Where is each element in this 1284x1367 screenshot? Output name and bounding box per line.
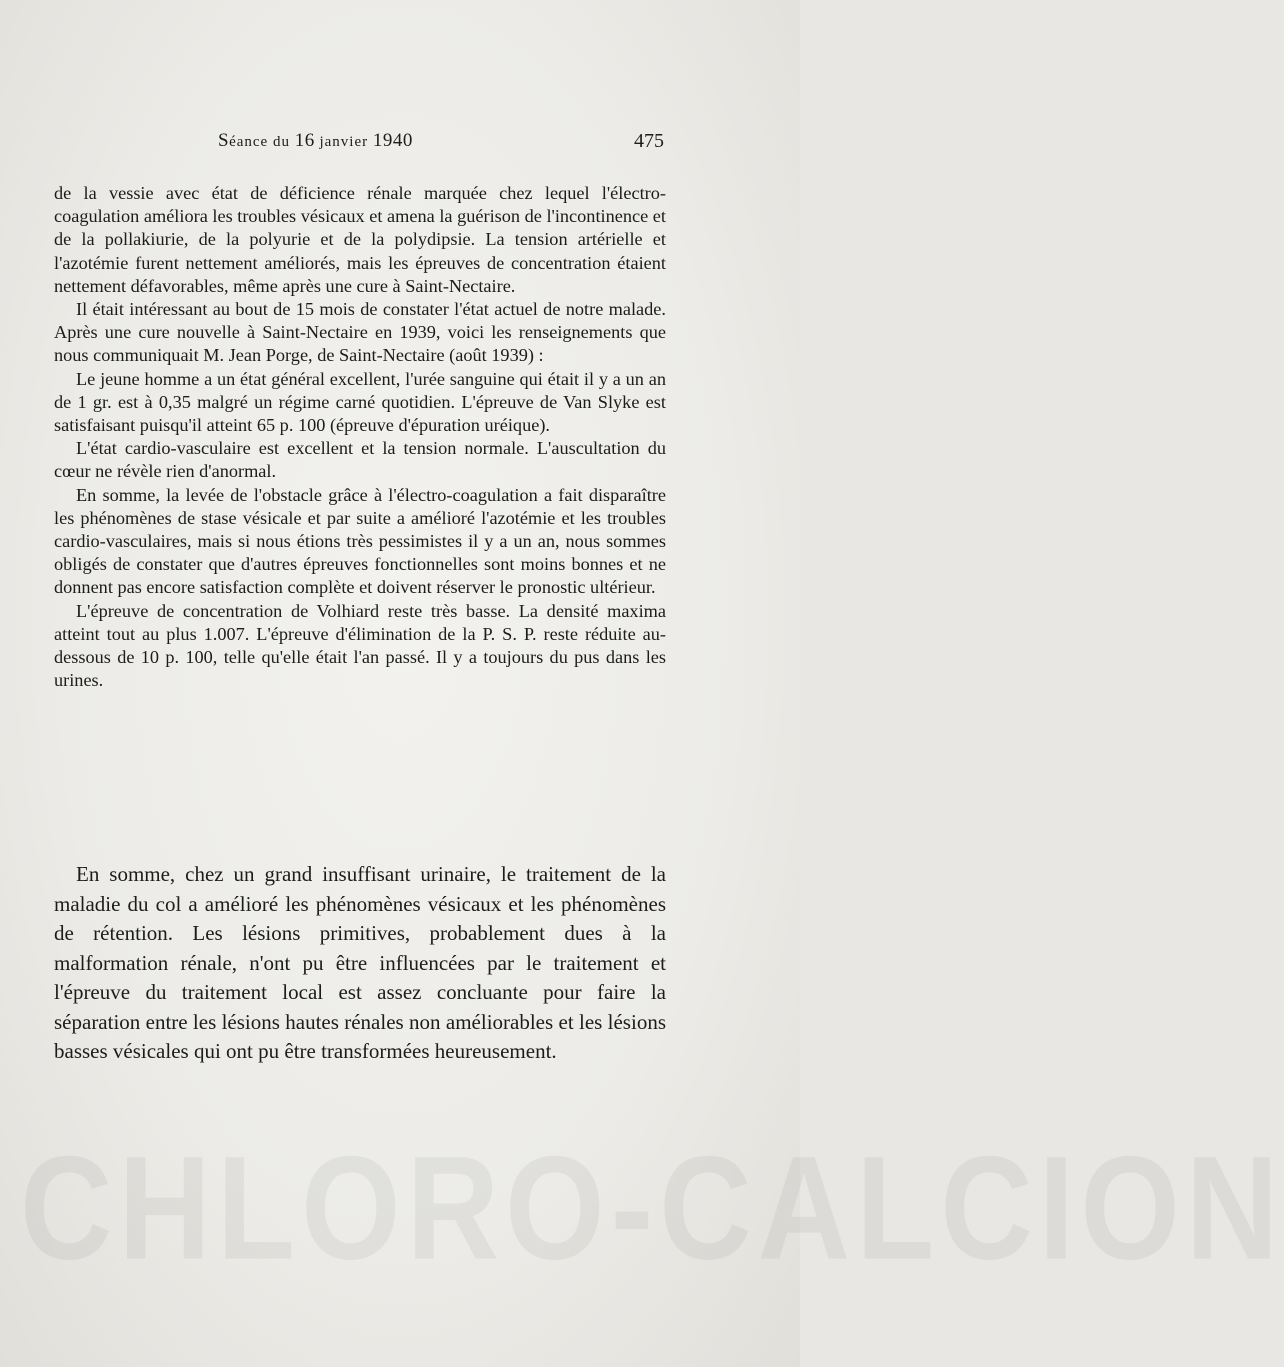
show-through-advert-text: CHLORO-CALCION bbox=[20, 1126, 1284, 1291]
running-header bbox=[72, 130, 664, 158]
paragraph-2: Il était intéressant au bout de 15 mois de constater l'état actuel de notre malade. Après une cure nouvelle à Saint-Nectaire en 1939, voici les renseignements que nous communiquait M. Jean Porge, de Saint-Nectaire (août 1939) : bbox=[54, 299, 666, 366]
case-report-text bbox=[54, 182, 666, 692]
title-month: janvier bbox=[314, 134, 373, 150]
title-first-word: éance du bbox=[229, 134, 295, 150]
title-year: 1940 bbox=[372, 130, 413, 151]
paragraph-3: Le jeune homme a un état général excellent, l'urée sanguine qui était il y a un an de 1 gr. est à 0,35 malgré un régime carné quotidien. L'épreuve de Van Slyke est satisfaisant puisqu'il atteint 65 p. 100 (épreuve d'épuration uréique). bbox=[54, 368, 666, 436]
title-day: 16 bbox=[294, 130, 315, 151]
conclusion-section bbox=[54, 860, 666, 1067]
title-prefix: S bbox=[218, 130, 230, 151]
running-title bbox=[218, 130, 413, 152]
paragraph-4: L'état cardio-vasculaire est excellent et la tension normale. L'auscultation du cœur ne révèle rien d'anormal. bbox=[54, 438, 666, 482]
paragraph-6: L'épreuve de concentration de Volhiard reste très basse. La densité maxima atteint tout au plus 1.007. L'épreuve d'élimination de la P. S. P. reste réduite au-dessous de 10 p. 100, telle qu'elle était l'an passé. Il y a toujours du pus dans les urines. bbox=[54, 600, 666, 691]
paragraph-5: En somme, la levée de l'obstacle grâce à l'électro-coagulation a fait disparaître les phénomènes de stase vésicale et par suite a amélioré l'azotémie et les troubles cardio-vasculaires, mais si nous étions très pessimistes il y a un an, nous sommes obligés de constater que d'autres épreuves fonctionnelles sont moins bonnes et ne donnent pas encore satisfaction complète et doivent réserver le pronostic ultérieur. bbox=[54, 484, 666, 598]
page-number: 475 bbox=[634, 130, 664, 152]
conclusion-paragraph: En somme, chez un grand insuffisant urinaire, le traitement de la maladie du col a amélioré les phénomènes vésicaux et les phénomènes de rétention. Les lésions primitives, probablement dues à la malformation rénale, n'ont pu être influencées par le traitement et l'épreuve du traitement local est assez concluante pour faire la séparation entre les lésions hautes rénales non améliorables et les lésions basses vésicales qui ont pu être transformées heureusement. bbox=[54, 862, 666, 1063]
paragraph-1: de la vessie avec état de déficience rénale marquée chez lequel l'électro-coagulation améliora les troubles vésicaux et amena la guérison de l'incontinence et de la pollakiurie, de la polyurie et de la polydipsie. La tension artérielle et l'azotémie furent nettement améliorés, mais les épreuves de concentration étaient nettement défavorables, même après une cure à Saint-Nectaire. bbox=[54, 183, 666, 296]
